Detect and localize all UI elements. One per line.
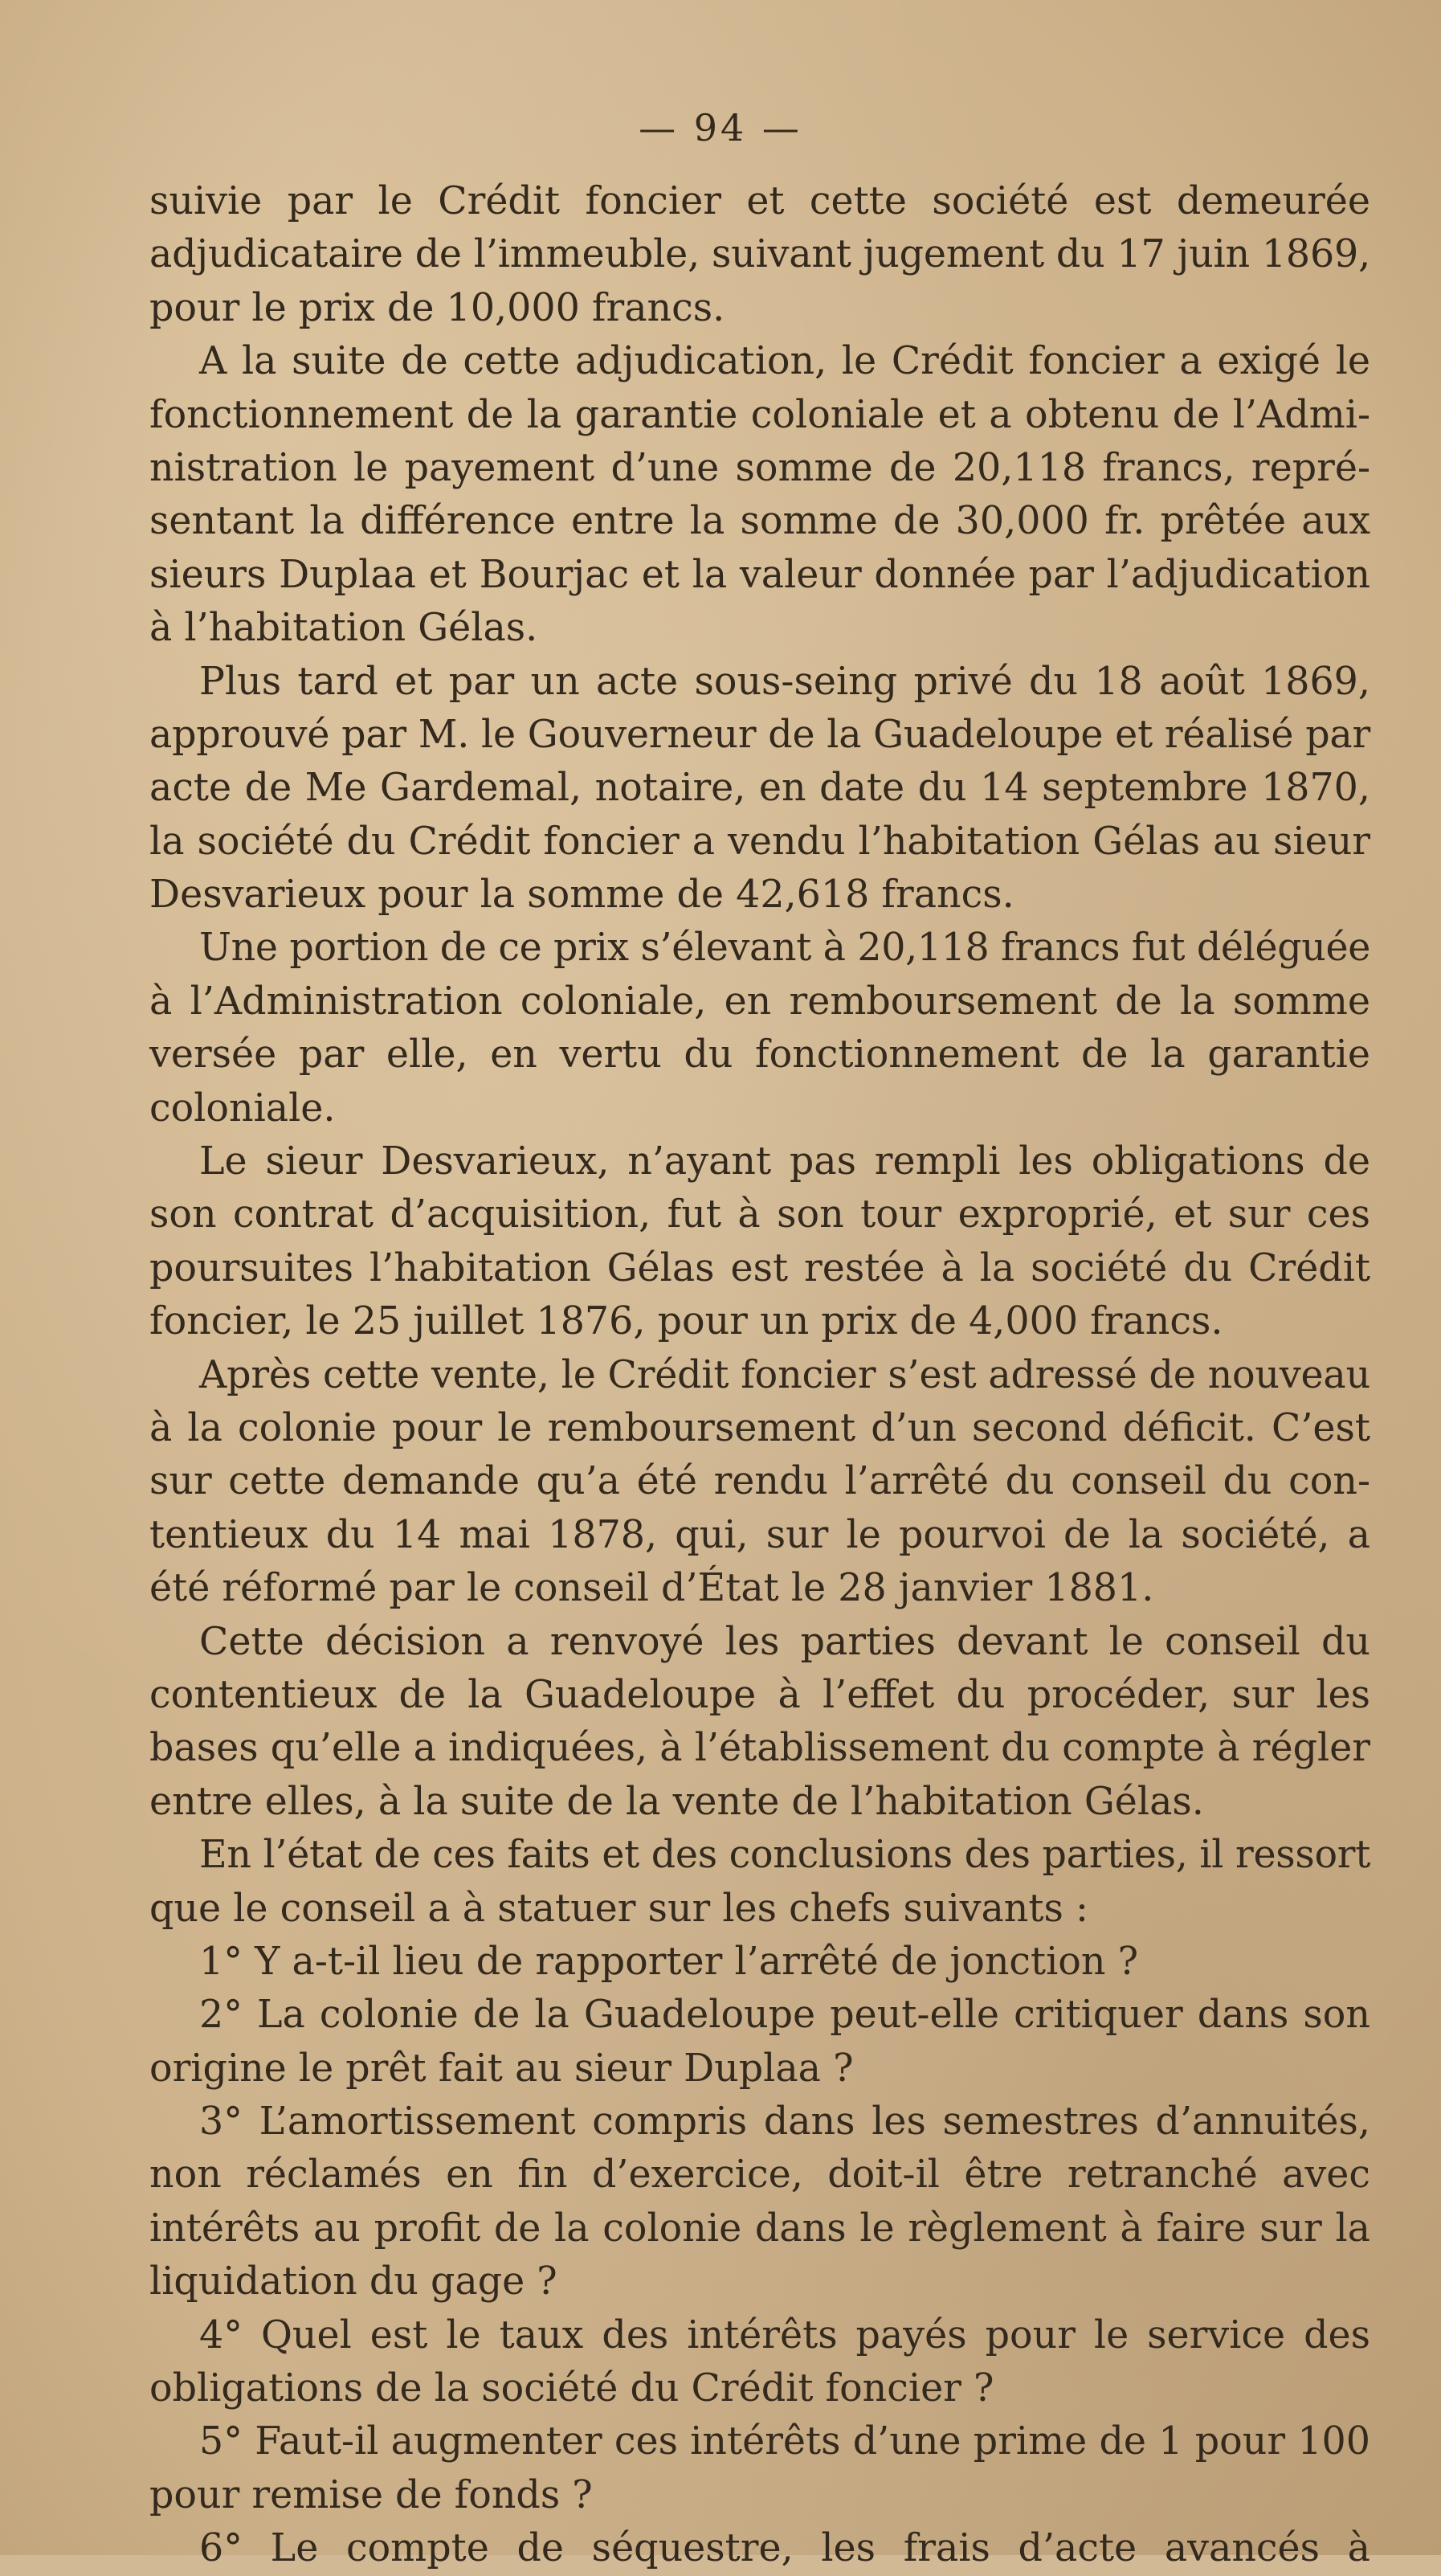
text-line: 4° Quel est le taux des intérêts payés pour le service des <box>199 2312 1370 2357</box>
text-line: liquidation du gage ? <box>149 2259 557 2304</box>
text-line: poursuites l’habitation Gélas est restée à la société du Crédit <box>149 1245 1370 1290</box>
text-line: A la suite de cette adjudication, le Crédit foncier a exigé le <box>199 339 1370 384</box>
text-line: pour le prix de 10,000 francs. <box>149 285 725 330</box>
text-line: été réformé par le conseil d’État le 28 janvier 1881. <box>149 1566 1154 1611</box>
text-line: obligations de la société du Crédit foncier ? <box>149 2366 994 2411</box>
text-line: à l’habitation Gélas. <box>149 606 538 651</box>
text-line: Le sieur Desvarieux, n’ayant pas rempli les obligations de <box>199 1139 1370 1184</box>
text-line: Après cette vente, le Crédit foncier s’est adressé de nouveau <box>199 1352 1370 1397</box>
text-line: 6° Le compte de séquestre, les frais d’acte avancés à <box>199 2526 1370 2571</box>
text-line: la société du Crédit foncier a vendu l’habitation Gélas au sieur <box>149 819 1370 864</box>
text-line: approuvé par M. le Gouverneur de la Guadeloupe et réalisé par <box>149 712 1370 757</box>
text-line: En l’état de ces faits et des conclusions des parties, il ressort <box>199 1833 1371 1878</box>
text-line: bases qu’elle a indiquées, à l’établissement du compte à régler <box>149 1726 1370 1771</box>
text-line: 5° Faut-il augmenter ces intérêts d’une prime de 1 pour 100 <box>199 2419 1370 2464</box>
text-line: à l’Administration coloniale, en remboursement de la somme <box>149 979 1370 1024</box>
text-line: à la colonie pour le remboursement d’un second déficit. C’est <box>149 1405 1370 1450</box>
text-line: nistration le payement d’une somme de 20,118 francs, repré- <box>149 445 1370 490</box>
text-line: origine le prêt fait au sieur Duplaa ? <box>149 2046 854 2091</box>
text-line: fonctionnement de la garantie coloniale et a obtenu de l’Admi- <box>149 392 1370 437</box>
text-line: Desvarieux pour la somme de 42,618 francs. <box>149 873 1014 918</box>
text-line: sentant la différence entre la somme de 30,000 fr. prêtée aux <box>149 499 1370 544</box>
text-line: suivie par le Crédit foncier et cette société est demeurée <box>149 179 1371 223</box>
body-text <box>149 175 1370 2576</box>
text-line: contentieux de la Guadeloupe à l’effet du procéder, sur les <box>149 1672 1370 1717</box>
text-line: que le conseil a à statuer sur les chefs suivants : <box>149 1886 1088 1931</box>
text-line: 1° Y a-t-il lieu de rapporter l’arrêté de jonction ? <box>199 1939 1139 1984</box>
text-line: Plus tard et par un acte sous-seing privé du 18 août 1869, <box>199 659 1370 704</box>
text-line: Cette décision a renvoyé les parties devant le conseil du <box>199 1619 1370 1664</box>
text-line: coloniale. <box>149 1086 336 1131</box>
text-line: 2° La colonie de la Guadeloupe peut-elle critiquer dans son <box>199 1993 1370 2038</box>
text-line: pour remise de fonds ? <box>149 2472 593 2517</box>
text-line: foncier, le 25 juillet 1876, pour un prix de 4,000 francs. <box>149 1299 1223 1344</box>
text-line: acte de Me Gardemal, notaire, en date du 14 septembre 1870, <box>149 766 1370 811</box>
text-line: adjudicataire de l’immeuble, suivant jugement du 17 juin 1869, <box>149 232 1371 277</box>
text-line: son contrat d’acquisition, fut à son tour exproprié, et sur ces <box>149 1192 1370 1237</box>
text-line: intérêts au profit de la colonie dans le règlement à faire sur la <box>149 2206 1370 2251</box>
text-line: tentieux du 14 mai 1878, qui, sur le pourvoi de la société, a <box>149 1512 1371 1557</box>
page-number: — 94 — <box>639 106 802 149</box>
text-line: Une portion de ce prix s’élevant à 20,118 francs fut déléguée <box>199 926 1370 971</box>
text-line: 3° L’amortissement compris dans les semestres d’annuités, <box>199 2100 1370 2145</box>
text-line: sieurs Duplaa et Bourjac et la valeur donnée par l’adjudication <box>149 552 1370 597</box>
text-line: sur cette demande qu’a été rendu l’arrêté du conseil du con- <box>149 1459 1370 1504</box>
text-line: versée par elle, en vertu du fonctionnement de la garantie <box>149 1032 1370 1077</box>
text-line: non réclamés en fin d’exercice, doit-il être retranché avec <box>149 2153 1370 2198</box>
text-line: entre elles, à la suite de la vente de l’habitation Gélas. <box>149 1779 1204 1824</box>
